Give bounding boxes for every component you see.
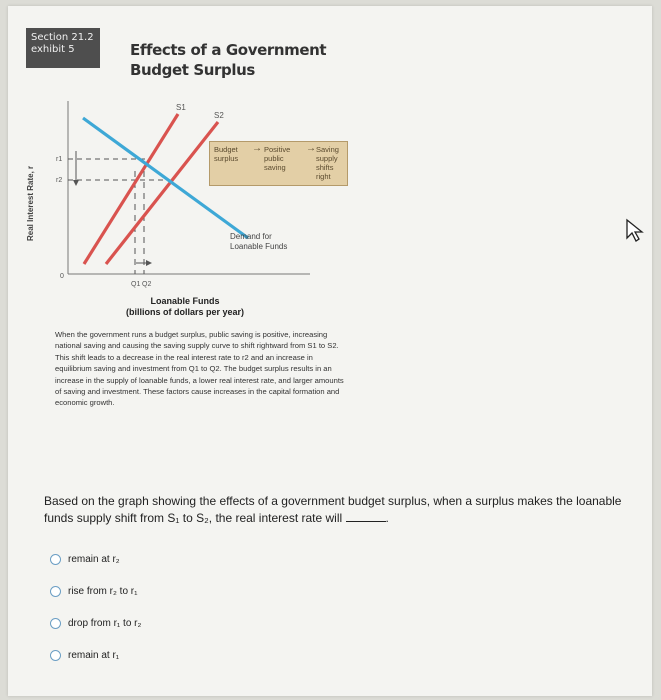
callout-arrow-1: → xyxy=(252,143,262,154)
option-label: remain at r₁ xyxy=(68,650,120,661)
option-remain-r2[interactable] xyxy=(50,554,120,565)
s2-label: S2 xyxy=(214,111,224,120)
r1-label: r1 xyxy=(56,156,63,163)
page-card xyxy=(8,6,652,696)
origin-label: 0 xyxy=(60,273,64,280)
option-label: remain at r₂ xyxy=(68,554,120,565)
question-text: Based on the graph showing the effects of a government budget surplus, when a surplus makes the loanable funds supply shift from S₁ to S₂, the real interest rate will . xyxy=(44,494,622,525)
figure-title-line2: Budget Surplus xyxy=(130,61,255,79)
loanable-funds-graph xyxy=(48,96,348,296)
figure-caption: When the government runs a budget surplus, public saving is positive, increasing national saving and causing the saving supply curve to shift rightward from S1 to S2. This shift leads to a decrease in the real interest rate to r2 and an increase in equilibrium saving and investment from Q1 to Q2. The budget surplus results in an increase in the supply of loanable funds, a lower real interest rate, and larger amounts of saving and investment. These factors cause increases in the capital formation and economic growth. xyxy=(55,330,344,408)
x-axis-label-line1: Loanable Funds xyxy=(150,296,220,306)
exhibit-badge xyxy=(26,28,100,68)
x-axis-label xyxy=(126,296,244,318)
option-rise-r2-to-r1[interactable] xyxy=(50,586,137,597)
question-prompt: Based on the graph showing the effects of a government budget surplus, when a surplus makes the loanable funds supply shift from S₁ to S₂, the real interest rate will xyxy=(44,494,622,525)
option-label: drop from r₁ to r₂ xyxy=(68,618,142,629)
rate-drop-arrowhead xyxy=(73,180,79,186)
answer-blank xyxy=(346,510,386,522)
q1-label: Q1 xyxy=(131,281,141,288)
option-label: rise from r₂ to r₁ xyxy=(68,586,138,597)
radio-button[interactable] xyxy=(50,554,61,565)
quantity-arrowhead xyxy=(146,260,152,266)
budget-surplus-callout xyxy=(209,141,348,186)
supply-curve-s2 xyxy=(106,122,218,264)
q2-label: Q2 xyxy=(142,281,152,288)
callout-positive-saving: Positive public saving xyxy=(264,145,291,172)
x-axis-label-line2: (billions of dollars per year) xyxy=(126,307,245,317)
demand-label xyxy=(230,232,287,252)
figure-title-line1: Effects of a Government xyxy=(130,41,327,59)
exhibit-section: Section 21.2 xyxy=(31,32,94,43)
radio-button[interactable] xyxy=(50,618,61,629)
callout-supply-shift: Saving supply shifts right xyxy=(316,145,339,181)
demand-label-line1: Demand for xyxy=(230,232,272,241)
radio-button[interactable] xyxy=(50,586,61,597)
exhibit-number: exhibit 5 xyxy=(31,44,75,55)
callout-budget-surplus: Budget surplus xyxy=(214,145,239,163)
demand-label-line2: Loanable Funds xyxy=(230,242,288,251)
s1-label: S1 xyxy=(176,103,186,112)
mouse-cursor-icon xyxy=(625,218,645,244)
option-remain-r1[interactable] xyxy=(50,650,119,661)
radio-button[interactable] xyxy=(50,650,61,661)
r2-label: r2 xyxy=(56,177,63,184)
option-drop-r1-to-r2[interactable] xyxy=(50,618,141,629)
callout-arrow-2: → xyxy=(306,143,316,154)
y-axis-label: Real Interest Rate, r xyxy=(26,165,35,241)
figure-title xyxy=(130,40,326,80)
